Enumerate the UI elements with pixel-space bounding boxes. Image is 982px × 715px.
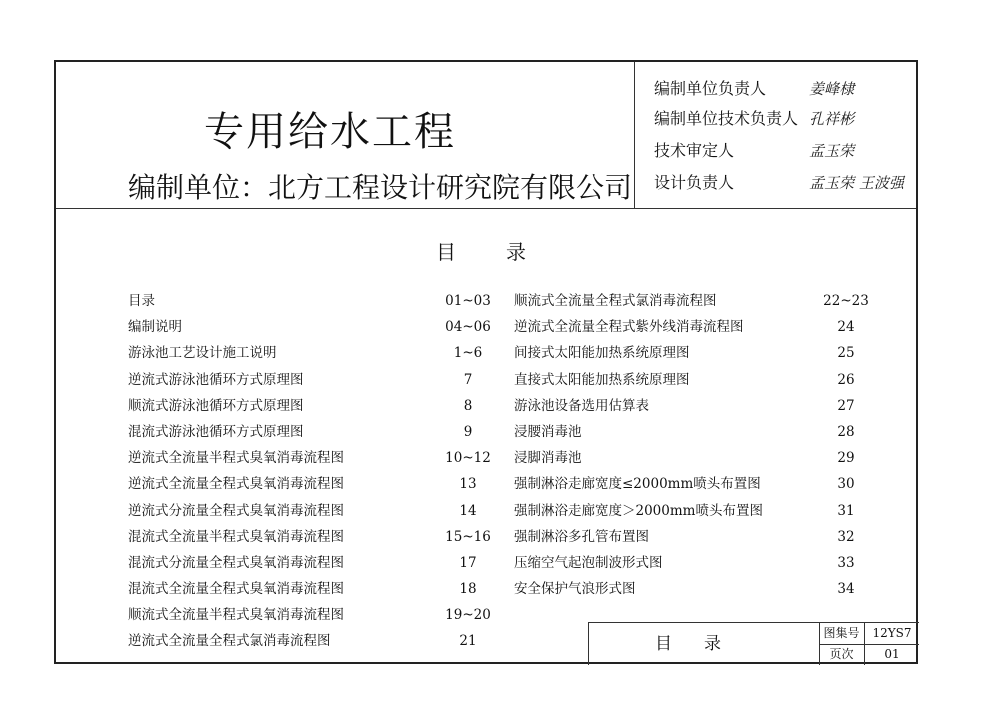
toc-entry-title: 混流式全流量半程式臭氧消毒流程图 bbox=[128, 528, 344, 545]
toc-entry-page: 26 bbox=[837, 371, 855, 388]
toc-entry-page: 33 bbox=[837, 554, 855, 571]
toc-entry bbox=[128, 524, 491, 550]
toc-entry-page: 21 bbox=[459, 633, 477, 650]
toc-entry-title: 逆流式游泳池循环方式原理图 bbox=[128, 371, 304, 388]
toc-entry bbox=[128, 288, 491, 314]
toc-title: 目录 bbox=[436, 240, 576, 264]
toc-entry-title: 游泳池工艺设计施工说明 bbox=[128, 345, 277, 362]
title-block bbox=[588, 622, 919, 665]
org-line: 编制单位：北方工程设计研究院有限公司 bbox=[128, 171, 633, 204]
toc-entry-title: 顺流式全流量半程式臭氧消毒流程图 bbox=[128, 607, 344, 624]
toc-entry bbox=[514, 445, 854, 471]
signature-row bbox=[654, 106, 854, 132]
toc-entry bbox=[128, 314, 491, 340]
toc-entry-title: 压缩空气起泡制波形式图 bbox=[514, 554, 663, 571]
signature-value: 孔祥彬 bbox=[809, 110, 855, 128]
toc-entry bbox=[514, 367, 854, 393]
toc-entry bbox=[514, 524, 854, 550]
toc-entry bbox=[514, 419, 854, 445]
toc-entry-title: 强制淋浴走廊宽度≤2000mm喷头布置图 bbox=[514, 476, 761, 493]
signature-row bbox=[654, 138, 854, 164]
toc-entry-page: 1~6 bbox=[453, 345, 483, 362]
toc-entry-page: 34 bbox=[837, 581, 855, 598]
toc-entry bbox=[514, 393, 854, 419]
header-divider-vertical bbox=[634, 62, 635, 208]
toc-entry-title: 顺流式全流量全程式氯消毒流程图 bbox=[514, 293, 717, 309]
toc-entry bbox=[514, 576, 854, 602]
atlas-number-label: 图集号 bbox=[819, 623, 865, 645]
toc-entry bbox=[128, 628, 477, 654]
toc-entry-title: 目录 bbox=[128, 293, 155, 309]
toc-entry-page: 24 bbox=[837, 319, 855, 336]
toc-entry-page: 01~03 bbox=[445, 293, 491, 309]
toc-entry-title: 混流式分流量全程式臭氧消毒流程图 bbox=[128, 554, 344, 571]
toc-entry bbox=[128, 576, 477, 602]
toc-entry-page: 30 bbox=[837, 476, 855, 493]
atlas-number-value: 12YS7 bbox=[865, 623, 919, 645]
signature-value: 孟玉荣 王波强 bbox=[809, 174, 904, 192]
toc-entry bbox=[128, 340, 483, 366]
toc-entry-title: 逆流式全流量全程式氯消毒流程图 bbox=[128, 633, 331, 650]
toc-entry-page: 8 bbox=[463, 397, 473, 414]
toc-entry-title: 浸腰消毒池 bbox=[514, 423, 582, 440]
page-number-label: 页次 bbox=[819, 644, 865, 665]
toc-right-column bbox=[514, 288, 869, 602]
toc-entry bbox=[514, 314, 854, 340]
toc-entry-page: 7 bbox=[463, 371, 473, 388]
signature-row bbox=[654, 76, 854, 102]
toc-entry-page: 28 bbox=[837, 423, 855, 440]
toc-entry-title: 浸脚消毒池 bbox=[514, 450, 582, 467]
signature-row bbox=[654, 170, 904, 196]
signature-label: 编制单位技术负责人 bbox=[654, 109, 799, 128]
toc-entry-page: 17 bbox=[459, 554, 477, 571]
toc-entry bbox=[128, 498, 477, 524]
toc-entry-title: 间接式太阳能加热系统原理图 bbox=[514, 345, 690, 362]
toc-entry-page: 04~06 bbox=[445, 319, 491, 336]
toc-entry bbox=[128, 550, 477, 576]
toc-entry-title: 顺流式游泳池循环方式原理图 bbox=[128, 397, 304, 414]
toc-entry bbox=[514, 288, 869, 314]
toc-entry-page: 15~16 bbox=[445, 528, 491, 545]
toc-entry-title: 游泳池设备选用估算表 bbox=[514, 397, 649, 414]
toc-entry-page: 25 bbox=[837, 345, 855, 362]
toc-entry-page: 14 bbox=[459, 502, 477, 519]
toc-entry-title: 逆流式全流量半程式臭氧消毒流程图 bbox=[128, 450, 344, 467]
title-block-name: 目录 bbox=[589, 623, 820, 665]
toc-left-column bbox=[128, 288, 491, 655]
toc-entry-page: 22~23 bbox=[823, 293, 869, 309]
signature-label: 技术审定人 bbox=[654, 141, 735, 160]
toc-entry bbox=[128, 393, 473, 419]
toc-entry bbox=[128, 367, 473, 393]
toc-entry-page: 19~20 bbox=[445, 607, 491, 624]
toc-entry-title: 逆流式分流量全程式臭氧消毒流程图 bbox=[128, 502, 344, 519]
toc-entry-page: 18 bbox=[459, 581, 477, 598]
toc-entry-title: 强制淋浴走廊宽度＞2000mm喷头布置图 bbox=[514, 502, 763, 519]
signature-value: 姜峰棣 bbox=[809, 80, 855, 98]
toc-entry-title: 混流式游泳池循环方式原理图 bbox=[128, 423, 304, 440]
drawing-frame bbox=[54, 60, 918, 664]
toc-entry-page: 29 bbox=[837, 450, 855, 467]
toc-entry-page: 13 bbox=[459, 476, 477, 493]
toc-entry bbox=[514, 340, 854, 366]
page-title: 专用给水工程 bbox=[204, 109, 456, 155]
signature-label: 设计负责人 bbox=[654, 173, 735, 192]
toc-entry-title: 逆流式全流量全程式紫外线消毒流程图 bbox=[514, 319, 744, 336]
toc-entry-title: 逆流式全流量全程式臭氧消毒流程图 bbox=[128, 476, 344, 493]
signature-label: 编制单位负责人 bbox=[654, 79, 767, 98]
toc-entry-title: 混流式全流量全程式臭氧消毒流程图 bbox=[128, 581, 344, 598]
signature-value: 孟玉荣 bbox=[809, 142, 855, 160]
toc-entry-page: 9 bbox=[463, 423, 473, 440]
toc-entry bbox=[128, 445, 491, 471]
toc-entry-title: 强制淋浴多孔管布置图 bbox=[514, 528, 649, 545]
toc-entry-title: 直接式太阳能加热系统原理图 bbox=[514, 371, 690, 388]
page-number-value: 01 bbox=[884, 647, 900, 661]
toc-entry bbox=[128, 419, 473, 445]
toc-entry-page: 27 bbox=[837, 397, 855, 414]
toc-entry bbox=[514, 550, 854, 576]
toc-entry-page: 10~12 bbox=[445, 450, 491, 467]
toc-entry bbox=[514, 471, 854, 497]
toc-entry-page: 32 bbox=[837, 528, 855, 545]
toc-entry bbox=[128, 471, 477, 497]
toc-entry bbox=[128, 602, 491, 628]
toc-entry-title: 安全保护气浪形式图 bbox=[514, 581, 636, 598]
toc-entry bbox=[514, 498, 854, 524]
toc-entry-page: 31 bbox=[837, 502, 855, 519]
toc-entry-title: 编制说明 bbox=[128, 319, 182, 336]
header-divider bbox=[56, 208, 916, 209]
